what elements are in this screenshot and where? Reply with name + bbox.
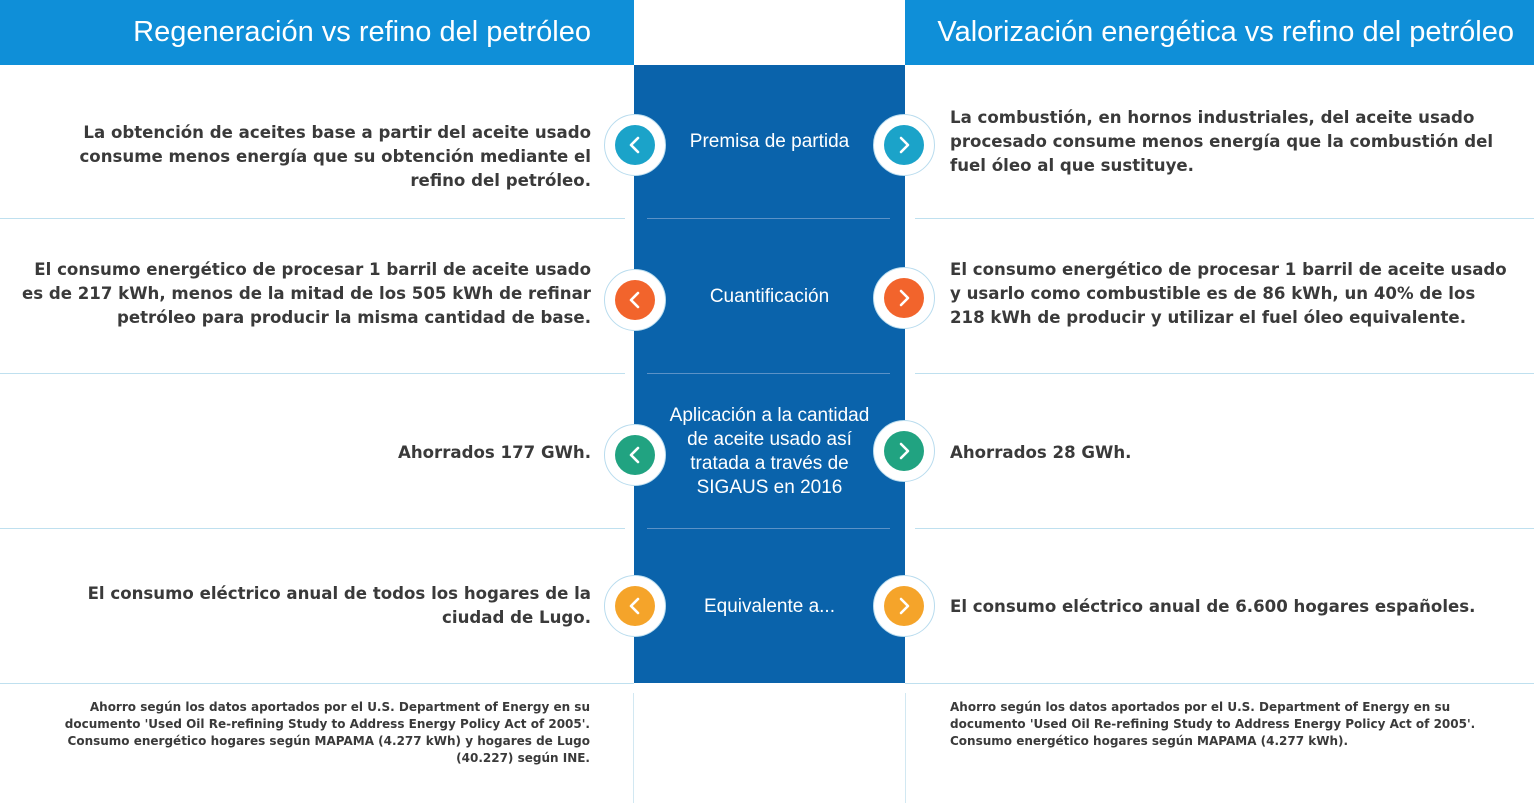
right-column-title: Valorización energética vs refino del petróleo: [905, 0, 1534, 65]
chevron-left-icon: [615, 435, 655, 475]
row-1-left-text: La obtención de aceites base a partir del aceite usado consume menos energía que su obtención mediante el refino del petróleo.: [79, 123, 591, 190]
center-divider: [647, 218, 890, 219]
center-divider: [647, 373, 890, 374]
row-2-right-text: El consumo energético de procesar 1 barril de aceite usado y usarlo como combustible es de 86 kWh, un 40% de los 218 kWh de producir y utilizar el fuel óleo equivalente.: [950, 260, 1507, 327]
row-1-criterion: Premisa de partida: [689, 131, 850, 152]
row-1-right-arrow-button[interactable]: [873, 114, 935, 176]
row-3-right-text: Ahorrados 28 GWh.: [950, 443, 1132, 462]
row-3-left-text: Ahorrados 177 GWh.: [397, 443, 591, 462]
row-3-right-arrow-button[interactable]: [873, 420, 935, 482]
chevron-left-icon: [615, 586, 655, 626]
row-2-left-arrow-button[interactable]: [604, 269, 666, 331]
chevron-right-icon: [884, 125, 924, 165]
row-4-criterion: Equivalente a...: [704, 596, 835, 617]
column-guide-line: [905, 693, 906, 803]
row-divider: [905, 683, 1534, 684]
row-divider: [915, 528, 1534, 529]
row-divider: [0, 218, 625, 219]
row-4-right-text: El consumo eléctrico anual de 6.600 hogares españoles.: [950, 597, 1476, 616]
chevron-left-icon: [615, 280, 655, 320]
row-divider: [0, 683, 634, 684]
row-1-right-text: La combustión, en hornos industriales, del aceite usado procesado consume menos energía que la combustión del fuel óleo al que sustituye.: [950, 108, 1494, 175]
row-divider: [915, 373, 1534, 374]
center-divider: [647, 528, 890, 529]
center-criteria-column: [634, 65, 905, 683]
row-2-left-text: El consumo energético de procesar 1 barril de aceite usado es de 217 kWh, menos de la mitad de los 505 kWh de refinar petróleo para producir la misma cantidad de base.: [21, 260, 591, 327]
row-2-criterion: Cuantificación: [709, 286, 830, 307]
row-divider: [0, 528, 625, 529]
row-1-left-arrow-button[interactable]: [604, 114, 666, 176]
row-4-left-arrow-button[interactable]: [604, 575, 666, 637]
row-2-right-arrow-button[interactable]: [873, 267, 935, 329]
chevron-right-icon: [884, 278, 924, 318]
row-3-criterion: Aplicación a la cantidad de aceite usado así tratada a través de SIGAUS en 2016: [669, 405, 870, 498]
row-divider: [0, 373, 625, 374]
left-footnote: Ahorro según los datos aportados por el U.S. Department of Energy en su documento 'Used Oil Re-refining Study to Address Energy Policy Act of 2005'. Consumo energético hogares según MAPAMA (4.277 kWh) y hogares de Lugo (40.227) según INE.: [64, 700, 590, 765]
chevron-right-icon: [884, 586, 924, 626]
column-guide-line: [633, 693, 634, 803]
chevron-right-icon: [884, 431, 924, 471]
right-footnote: Ahorro según los datos aportados por el U.S. Department of Energy en su documento 'Used Oil Re-refining Study to Address Energy Policy Act of 2005'. Consumo energético hogares según MAPAMA (4.277 kWh).: [950, 700, 1476, 748]
left-column-title: Regeneración vs refino del petróleo: [0, 0, 634, 65]
row-3-left-arrow-button[interactable]: [604, 424, 666, 486]
chevron-left-icon: [615, 125, 655, 165]
row-divider: [915, 218, 1534, 219]
row-4-right-arrow-button[interactable]: [873, 575, 935, 637]
row-4-left-text: El consumo eléctrico anual de todos los hogares de la ciudad de Lugo.: [87, 584, 591, 627]
